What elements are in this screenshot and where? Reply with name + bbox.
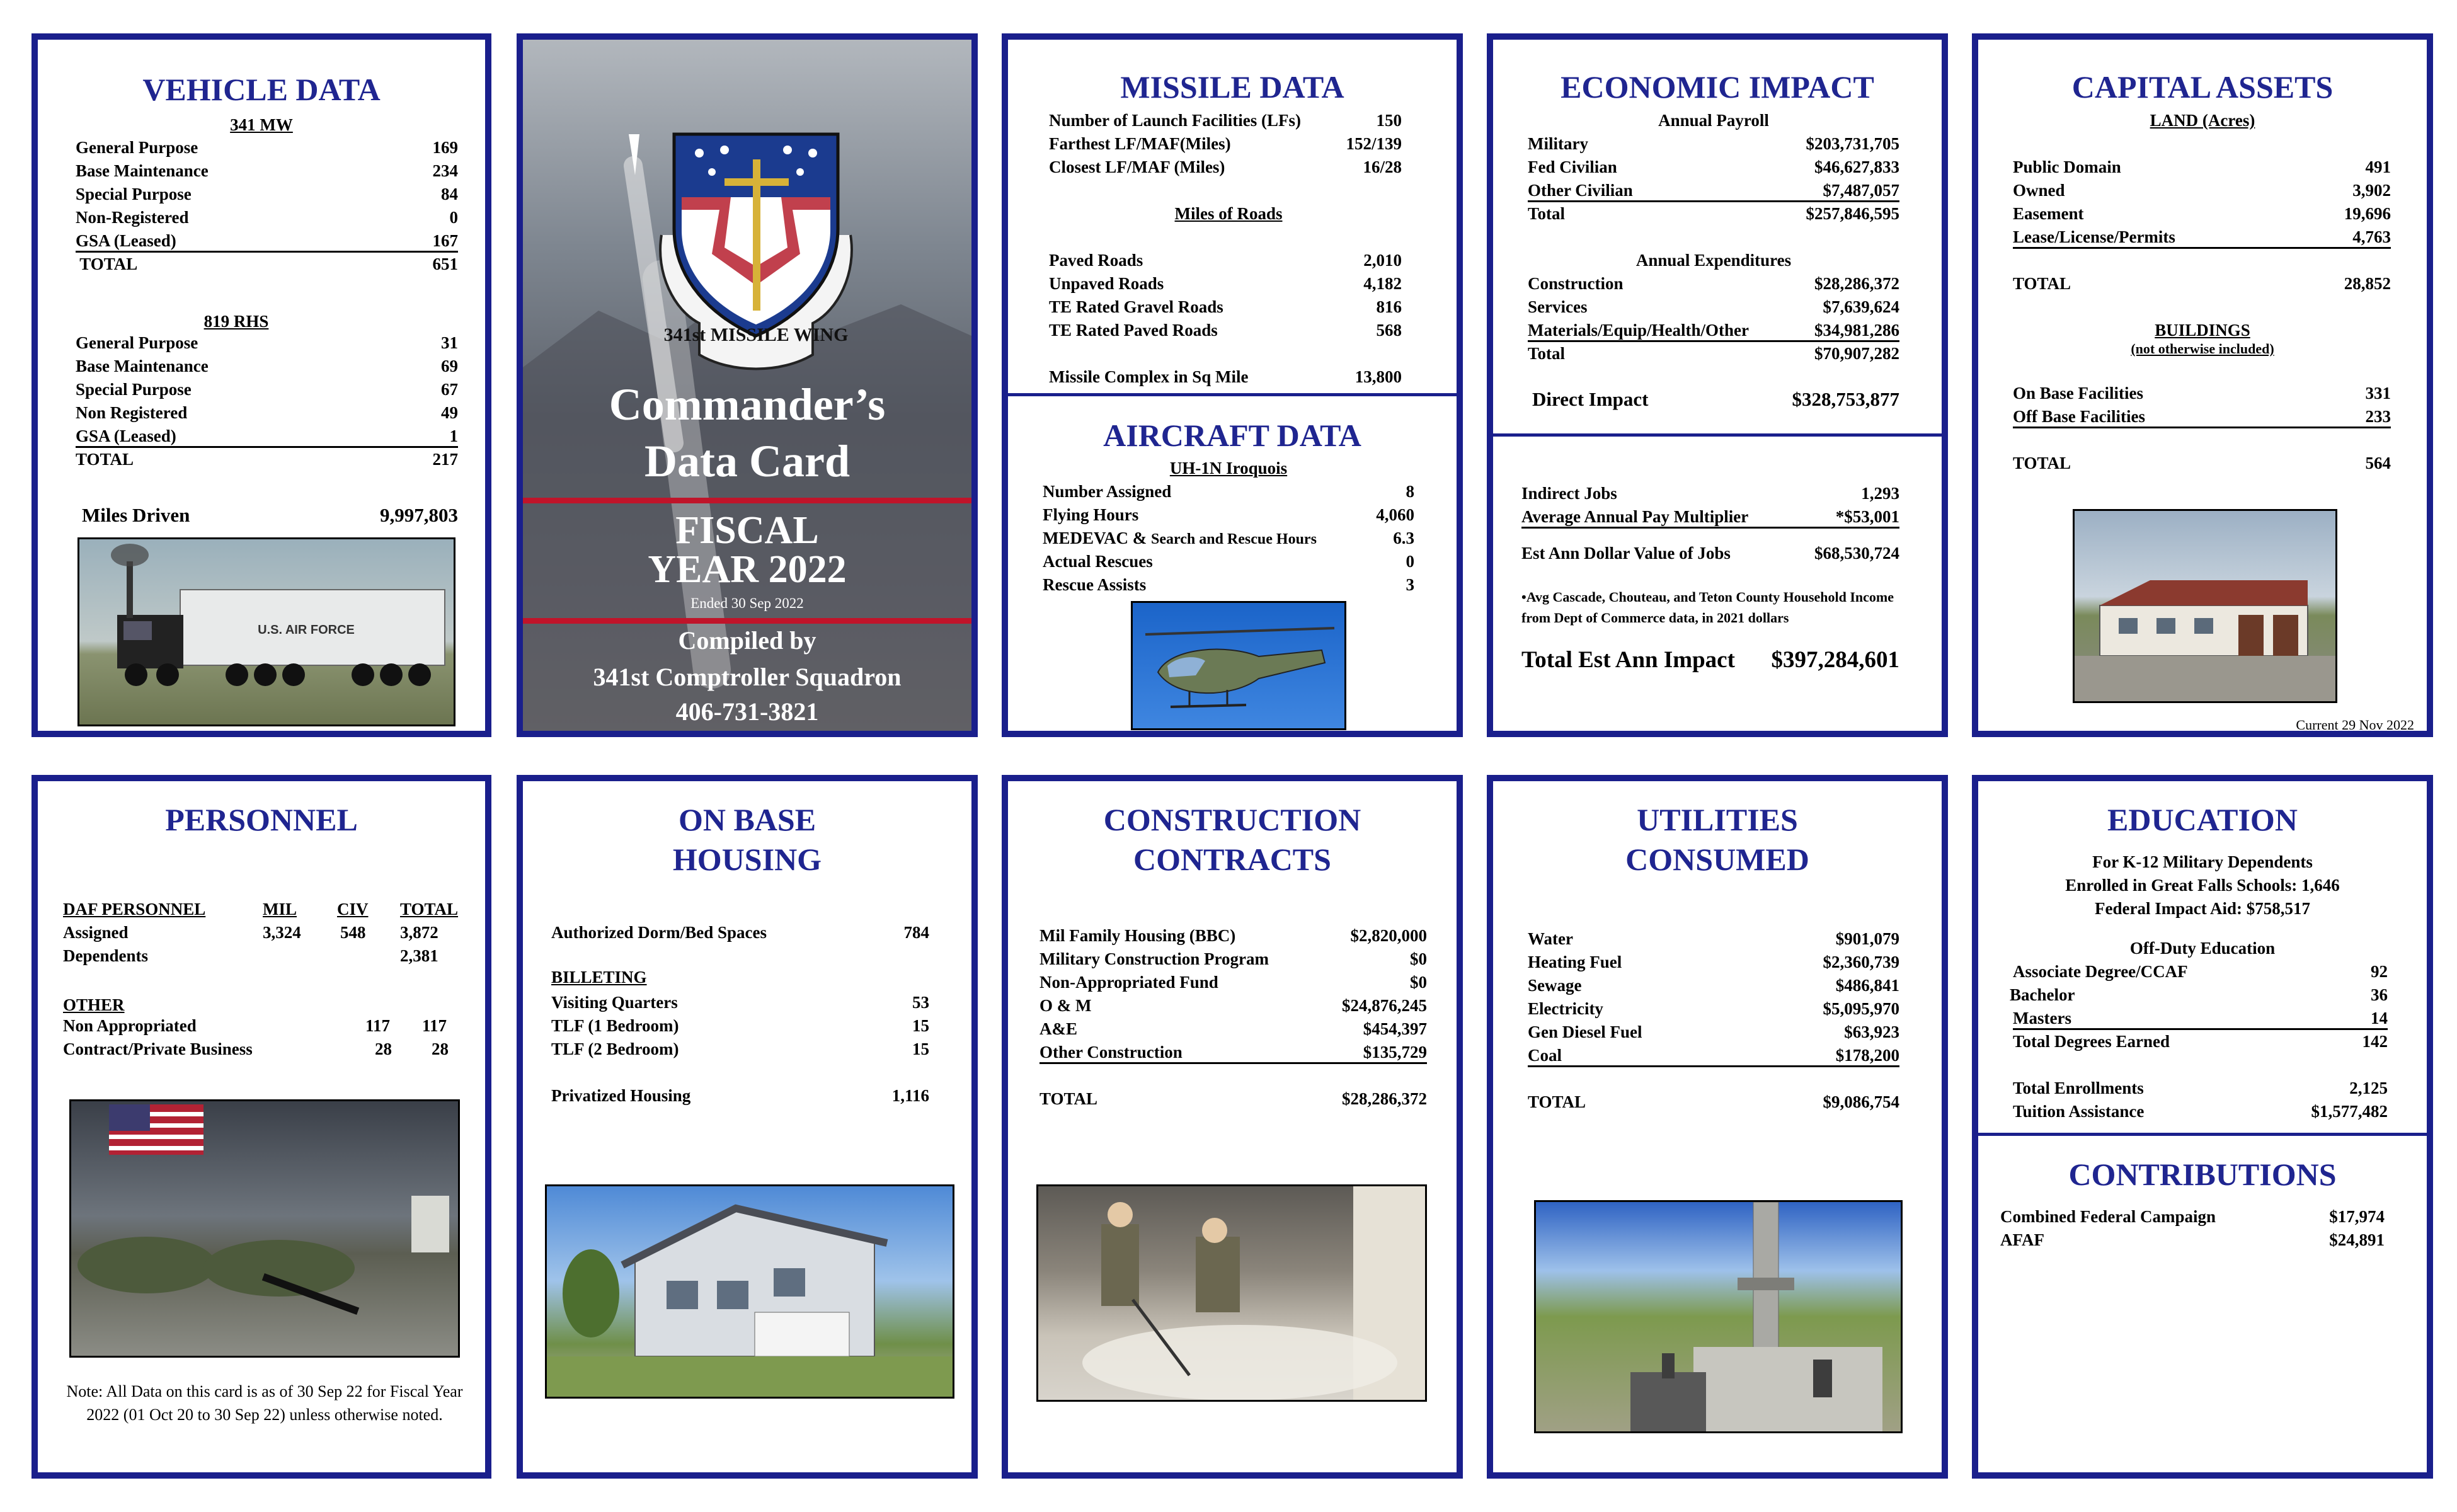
table-row: Fed Civilian $46,627,833 (1528, 158, 1899, 176)
table-row: Other Construction $135,729 (1040, 1041, 1427, 1064)
housing-title-1: ON BASE (678, 802, 816, 837)
billeting-heading: BILLETING (551, 968, 647, 987)
table-row: Closest LF/MAF (Miles) 16/28 (1049, 158, 1402, 176)
table-row: Construction $28,286,372 (1528, 274, 1899, 293)
land-subheading: LAND (Acres) (2150, 111, 2255, 130)
table-row: Visiting Quarters 53 (551, 993, 929, 1012)
table-row: Heating Fuel $2,360,739 (1528, 953, 1899, 971)
income-note: •Avg Cascade, Chouteau, and Teton County Household Income from Dept of Commerce data, in 2021 dollars (1521, 589, 1894, 626)
off-duty-heading: Off-Duty Education (2129, 939, 2276, 958)
total-row: TOTAL 28,852 (2013, 274, 2391, 293)
contributions-card (1972, 1133, 2433, 1479)
table-row: Rescue Assists 3 (1043, 575, 1414, 594)
total-row: Total Degrees Earned 142 (2013, 1032, 2388, 1051)
table-row: Paved Roads 2,010 (1049, 251, 1402, 270)
table-row: Easement 19,696 (2013, 204, 2391, 223)
dependents-row: Dependents 2,381 (63, 946, 438, 965)
total-impact-row: Total Est Ann Impact $397,284,601 (1521, 647, 1899, 673)
utilities-title-1: UTILITIES (1637, 802, 1798, 837)
table-row: Unpaved Roads 4,182 (1049, 274, 1402, 293)
utilities-title-2: CONSUMED (1625, 842, 1809, 877)
table-row: Flying Hours 4,060 (1043, 505, 1414, 524)
svg-text:U.S. AIR FORCE: U.S. AIR FORCE (258, 623, 355, 637)
compiler-phone: 406-731-3821 (675, 697, 819, 726)
cover-card (517, 33, 978, 737)
table-row: Water $901,079 (1528, 929, 1899, 948)
education-title: EDUCATION (2107, 802, 2298, 837)
aircraft-data-card (1002, 393, 1463, 737)
personnel-card (32, 775, 491, 1479)
power-plant-illustration (1536, 1202, 1903, 1433)
compiled-by: Compiled by (678, 626, 816, 655)
medevac-row: MEDEVAC & Search and Rescue Hours 6.3 (1043, 529, 1414, 547)
table-row: Public Domain 491 (2013, 158, 2391, 176)
truck-photo (77, 537, 455, 726)
k12-line-1: For K-12 Military Dependents (2092, 852, 2313, 871)
table-row: Total Enrollments 2,125 (2013, 1079, 2388, 1097)
col-header-mil: MIL (263, 900, 297, 919)
roads-subheading: Miles of Roads (1174, 204, 1283, 223)
table-row: Indirect Jobs 1,293 (1521, 484, 1899, 503)
table-row: Masters 14 (2013, 1007, 2388, 1030)
utilities-card (1487, 775, 1948, 1479)
table-row: Tuition Assistance $1,577,482 (2013, 1102, 2388, 1121)
fiscal-label: FISCAL (675, 509, 819, 552)
table-row: Est Ann Dollar Value of Jobs $68,530,724 (1521, 544, 1899, 563)
missile-data-card (1002, 33, 1463, 396)
economic-indirect-card (1487, 433, 1948, 737)
building-illustration (2075, 511, 2337, 703)
total-row: TOTAL $9,086,754 (1528, 1092, 1899, 1111)
contract-row: Contract/Private Business 28 28 (63, 1040, 449, 1058)
k12-line-2: Enrolled in Great Falls Schools: 1,646 (2065, 876, 2340, 895)
economic-impact-card (1487, 33, 1948, 437)
col-header-total: TOTAL (400, 900, 459, 919)
table-row: General Purpose 31 (76, 333, 458, 352)
table-row: Services $7,639,624 (1528, 297, 1899, 316)
buildings-subheading: BUILDINGS (2155, 321, 2250, 340)
expenditures-heading: Annual Expenditures (1635, 251, 1792, 270)
table-row: Average Annual Pay Multiplier *$53,001 (1521, 505, 1899, 529)
total-row: TOTAL 217 (76, 450, 458, 469)
table-row: Number Assigned 8 (1043, 482, 1414, 501)
table-row: Bachelor 36 (2010, 985, 2388, 1004)
aircraft-subheading: UH-1N Iroquois (1169, 459, 1288, 478)
education-card (1972, 775, 2433, 1136)
table-row: Off Base Facilities 233 (2013, 405, 2391, 428)
aircraft-title: AIRCRAFT DATA (1103, 418, 1361, 453)
table-row: GSA (Leased) 167 (76, 229, 458, 253)
formation-illustration (71, 1101, 460, 1358)
table-row: Number of Launch Facilities (LFs) 150 (1049, 111, 1402, 130)
privatized-row: Privatized Housing 1,116 (551, 1086, 929, 1105)
table-row: Actual Rescues 0 (1043, 552, 1414, 571)
table-row: General Purpose 169 (76, 138, 458, 157)
housing-title-2: HOUSING (672, 842, 822, 877)
vehicle-sub-819rhs: 819 RHS (203, 312, 269, 331)
table-row: Base Maintenance 234 (76, 161, 458, 180)
total-row: Total $70,907,282 (1528, 344, 1899, 363)
current-date: Current 29 Nov 2022 (2296, 717, 2414, 733)
missile-title: MISSILE DATA (1120, 69, 1344, 105)
helicopter-illustration (1133, 603, 1346, 730)
personnel-title: PERSONNEL (165, 802, 358, 837)
table-row: Military $203,731,705 (1528, 134, 1899, 153)
formation-photo (69, 1099, 460, 1358)
fiscal-year: YEAR 2022 (648, 548, 847, 591)
table-row: O & M $24,876,245 (1040, 996, 1427, 1015)
building-photo (2073, 509, 2337, 703)
direct-impact-row: Direct Impact $328,753,877 (1532, 388, 1899, 410)
emblem-text: 341st MISSILE WING (663, 324, 849, 345)
missile-complex-row: Missile Complex in Sq Mile 13,800 (1049, 367, 1402, 386)
total-row: Total $257,846,595 (1528, 204, 1899, 223)
red-rule-bottom (523, 618, 971, 624)
total-row: TOTAL 651 (76, 255, 458, 273)
table-row: On Base Facilities 331 (2013, 384, 2391, 403)
table-row: Non-Registered 0 (76, 208, 458, 227)
total-row: TOTAL $28,286,372 (1040, 1089, 1427, 1108)
k12-line-3: Federal Impact Aid: $758,517 (2095, 899, 2310, 918)
vehicle-data-card (32, 33, 491, 737)
buildings-note: (not otherwise included) (2131, 341, 2274, 357)
contributions-title: CONTRIBUTIONS (2068, 1157, 2337, 1192)
vehicle-sub-341mw: 341 MW (230, 115, 293, 134)
table-row: Owned 3,902 (2013, 181, 2391, 200)
col-header-daf: DAF PERSONNEL (63, 900, 206, 919)
construction-photo (1036, 1184, 1427, 1402)
table-row: Mil Family Housing (BBC) $2,820,000 (1040, 926, 1427, 945)
construction-title-2: CONTRACTS (1133, 842, 1331, 877)
table-row: Combined Federal Campaign $17,974 (2000, 1207, 2385, 1226)
table-row: TLF (1 Bedroom) 15 (551, 1016, 929, 1035)
capital-title: CAPITAL ASSETS (2071, 69, 2334, 105)
miles-driven-row: Miles Driven 9,997,803 (82, 504, 458, 526)
compiler-unit: 341st Comptroller Squadron (593, 663, 902, 691)
data-note: Note: All Data on this card is as of 30 Sep 22 for Fiscal Year 2022 (01 Oct 20 to 30 Sep 22) unless otherwise noted. (66, 1382, 463, 1424)
capital-assets-card (1972, 33, 2433, 737)
table-row: Non-Appropriated Fund $0 (1040, 973, 1427, 992)
construction-title-1: CONSTRUCTION (1103, 802, 1361, 837)
table-row: Non Registered 49 (76, 403, 458, 422)
assigned-row: Assigned 3,324 548 3,872 (63, 923, 438, 942)
power-plant-photo (1534, 1200, 1903, 1433)
workers-illustration (1038, 1186, 1427, 1402)
cover-title-line1: Commander’s (609, 379, 886, 430)
table-row: Other Civilian $7,487,057 (1528, 179, 1899, 202)
table-row: A&E $454,397 (1040, 1019, 1427, 1038)
wing-emblem (636, 122, 876, 386)
non-appropriated-row: Non Appropriated 117 117 (63, 1016, 447, 1035)
table-row: TE Rated Paved Roads 568 (1049, 321, 1402, 340)
table-row: Associate Degree/CCAF 92 (2013, 962, 2388, 981)
table-row: TE Rated Gravel Roads 816 (1049, 297, 1402, 316)
vehicle-title: VEHICLE DATA (142, 72, 381, 107)
construction-card (1002, 775, 1463, 1479)
housing-card (517, 775, 978, 1479)
helicopter-photo (1131, 601, 1346, 730)
shield-icon (636, 122, 876, 386)
table-row: AFAF $24,891 (2000, 1230, 2385, 1249)
housing-photo (545, 1184, 954, 1399)
table-row: Coal $178,200 (1528, 1044, 1899, 1067)
total-row: TOTAL 564 (2013, 454, 2391, 472)
payroll-heading: Annual Payroll (1658, 111, 1769, 130)
table-row: Sewage $486,841 (1528, 976, 1899, 995)
table-row: Materials/Equip/Health/Other $34,981,286 (1528, 319, 1899, 342)
table-row: Special Purpose 84 (76, 185, 458, 203)
table-row: Special Purpose 67 (76, 380, 458, 399)
table-row: Military Construction Program $0 (1040, 949, 1427, 968)
economic-title: ECONOMIC IMPACT (1561, 69, 1874, 105)
red-rule-top (523, 498, 971, 503)
table-row: GSA (Leased) 1 (76, 425, 458, 448)
dorm-row: Authorized Dorm/Bed Spaces 784 (551, 923, 929, 942)
table-row: Farthest LF/MAF(Miles) 152/139 (1049, 134, 1402, 153)
ended-date: Ended 30 Sep 2022 (690, 595, 804, 611)
house-illustration (547, 1186, 954, 1399)
table-row: Lease/License/Permits 4,763 (2013, 226, 2391, 249)
table-row: Electricity $5,095,970 (1528, 999, 1899, 1018)
truck-illustration (79, 539, 455, 726)
other-heading: OTHER (63, 995, 125, 1014)
col-header-civ: CIV (337, 900, 369, 919)
table-row: Gen Diesel Fuel $63,923 (1528, 1022, 1899, 1041)
table-row: TLF (2 Bedroom) 15 (551, 1040, 929, 1058)
table-row: Base Maintenance 69 (76, 357, 458, 375)
cover-title-line2: Data Card (644, 436, 850, 486)
